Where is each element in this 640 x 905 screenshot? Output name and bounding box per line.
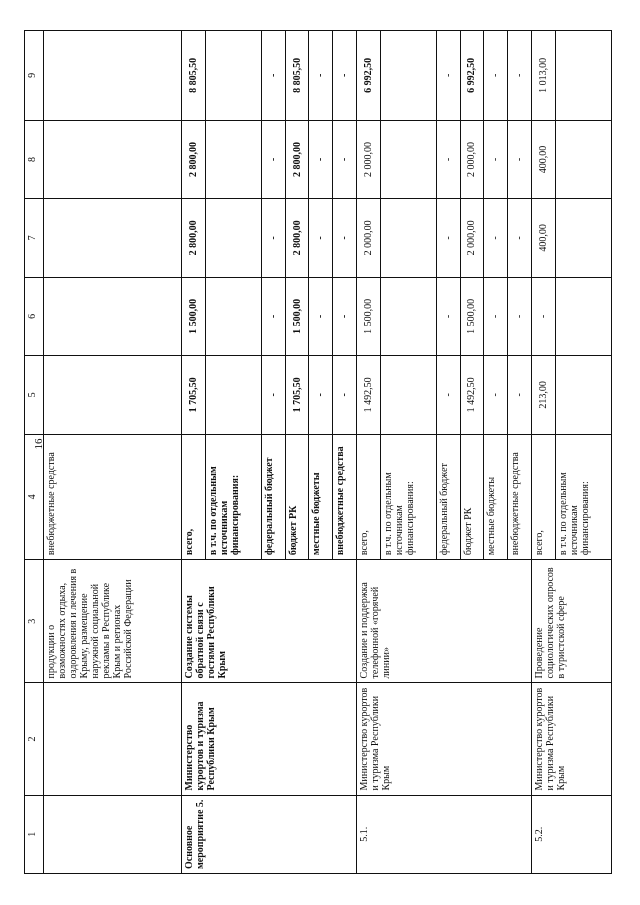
value-cell: - <box>261 120 285 198</box>
value-cell <box>555 120 612 198</box>
value-cell: 2 000,00 <box>460 199 484 277</box>
value-cell: - <box>436 31 460 121</box>
value-cell <box>380 199 436 277</box>
value-cell: 1 705,50 <box>285 356 309 434</box>
executor-cell: Министерство курортов и туризма Республики Крым <box>181 683 356 795</box>
col-header-6: 6 <box>25 277 44 355</box>
source-cell: всего, <box>181 434 205 560</box>
value-cell: 1 492,50 <box>356 356 380 434</box>
value-cell: 1 500,00 <box>181 277 205 355</box>
value-cell: - <box>508 120 532 198</box>
source-cell: в т.ч. по отдельным источникам финансирования: <box>555 434 612 560</box>
value-cell <box>205 199 261 277</box>
cell <box>44 277 182 355</box>
col-header-2: 2 <box>25 683 44 795</box>
value-cell: 400,00 <box>531 120 555 198</box>
source-cell: всего, <box>531 434 555 560</box>
value-cell: 2 800,00 <box>181 120 205 198</box>
col-header-5: 5 <box>25 356 44 434</box>
value-cell <box>555 356 612 434</box>
measure-cell: 5.1. <box>356 795 531 873</box>
value-cell: - <box>333 31 357 121</box>
value-cell: - <box>484 277 508 355</box>
value-cell: - <box>333 120 357 198</box>
value-cell: 1 492,50 <box>460 356 484 434</box>
table-row <box>356 31 380 874</box>
value-cell: - <box>436 356 460 434</box>
cell <box>44 31 182 121</box>
value-cell <box>205 277 261 355</box>
value-cell: - <box>333 356 357 434</box>
value-cell: 6 992,50 <box>356 31 380 121</box>
measure-cell: Основное мероприятие 5. <box>181 795 356 873</box>
value-cell: 2 000,00 <box>356 199 380 277</box>
value-cell <box>205 356 261 434</box>
value-cell: - <box>436 120 460 198</box>
source-cell: местные бюджеты <box>484 434 508 560</box>
value-cell: 2 000,00 <box>356 120 380 198</box>
executor-cell: Министерство курортов и туризма Республики Крым <box>531 683 611 795</box>
source-cell: местные бюджеты <box>309 434 333 560</box>
value-cell: - <box>261 31 285 121</box>
cell: продукции о возможностях отдыха, оздоровления и лечения в Крыму, размещение наружной социальной рекламы в Республике Крым и регионах Российской Федерации <box>44 560 182 683</box>
value-cell: 1 705,50 <box>181 356 205 434</box>
col-header-1: 1 <box>25 795 44 873</box>
value-cell: - <box>309 199 333 277</box>
source-cell: федеральный бюджет <box>261 434 285 560</box>
activity-cell: Создание и поддержка телефонной «горячей линии» <box>356 560 531 683</box>
activity-cell: Создание системы обратной связи с гостями Республики Крым <box>181 560 356 683</box>
value-cell: - <box>484 356 508 434</box>
value-cell: 8 805,50 <box>285 31 309 121</box>
value-cell <box>555 199 612 277</box>
value-cell <box>380 31 436 121</box>
value-cell: 1 500,00 <box>285 277 309 355</box>
value-cell: 2 800,00 <box>285 120 309 198</box>
value-cell <box>555 277 612 355</box>
cell <box>44 683 182 795</box>
value-cell: 2 000,00 <box>460 120 484 198</box>
value-cell: - <box>309 277 333 355</box>
value-cell <box>205 120 261 198</box>
value-cell <box>380 277 436 355</box>
value-cell: - <box>531 277 555 355</box>
value-cell: 2 800,00 <box>285 199 309 277</box>
value-cell <box>205 31 261 121</box>
value-cell: 213,00 <box>531 356 555 434</box>
value-cell: 8 805,50 <box>181 31 205 121</box>
value-cell: - <box>261 199 285 277</box>
col-header-9: 9 <box>25 31 44 121</box>
value-cell <box>555 31 612 121</box>
value-cell: - <box>508 277 532 355</box>
source-cell: федеральный бюджет <box>436 434 460 560</box>
value-cell: - <box>484 31 508 121</box>
value-cell: - <box>508 31 532 121</box>
value-cell: - <box>309 120 333 198</box>
source-cell: в т.ч. по отдельным источникам финансирования: <box>205 434 261 560</box>
header-row <box>25 31 44 874</box>
value-cell: - <box>436 277 460 355</box>
value-cell: - <box>436 199 460 277</box>
value-cell: 400,00 <box>531 199 555 277</box>
value-cell: 1 500,00 <box>460 277 484 355</box>
col-header-8: 8 <box>25 120 44 198</box>
table-row <box>531 31 555 874</box>
value-cell: 6 992,50 <box>460 31 484 121</box>
table-row <box>44 31 182 874</box>
value-cell: 2 800,00 <box>181 199 205 277</box>
source-cell: всего, <box>356 434 380 560</box>
funding-table <box>24 30 612 874</box>
value-cell: - <box>508 199 532 277</box>
col-header-4: 4 <box>25 434 44 560</box>
value-cell: - <box>508 356 532 434</box>
source-cell: бюджет РК <box>285 434 309 560</box>
value-cell: 1 013,00 <box>531 31 555 121</box>
col-header-7: 7 <box>25 199 44 277</box>
cell <box>44 356 182 434</box>
source-cell: внебюджетные средства <box>333 434 357 560</box>
measure-cell: 5.2. <box>531 795 611 873</box>
value-cell: - <box>484 120 508 198</box>
cell <box>44 795 182 873</box>
table-row <box>181 31 205 874</box>
value-cell <box>380 120 436 198</box>
executor-cell: Министерство курортов и туризма Республики Крым <box>356 683 531 795</box>
cell <box>44 120 182 198</box>
cell: внебюджетные средства <box>44 434 182 560</box>
value-cell: - <box>484 199 508 277</box>
value-cell: - <box>261 277 285 355</box>
source-cell: внебюджетные средства <box>508 434 532 560</box>
value-cell: 1 500,00 <box>356 277 380 355</box>
value-cell: - <box>261 356 285 434</box>
value-cell: - <box>333 277 357 355</box>
col-header-3: 3 <box>25 560 44 683</box>
source-cell: бюджет РК <box>460 434 484 560</box>
source-cell: в т.ч. по отдельным источникам финансирования: <box>380 434 436 560</box>
value-cell <box>380 356 436 434</box>
rotated-table-sheet <box>24 30 612 874</box>
cell <box>44 199 182 277</box>
page-number: 16 <box>33 438 45 450</box>
activity-cell: Проведение социологических опросов в туристской сфере <box>531 560 611 683</box>
value-cell: - <box>309 356 333 434</box>
value-cell: - <box>309 31 333 121</box>
value-cell: - <box>333 199 357 277</box>
